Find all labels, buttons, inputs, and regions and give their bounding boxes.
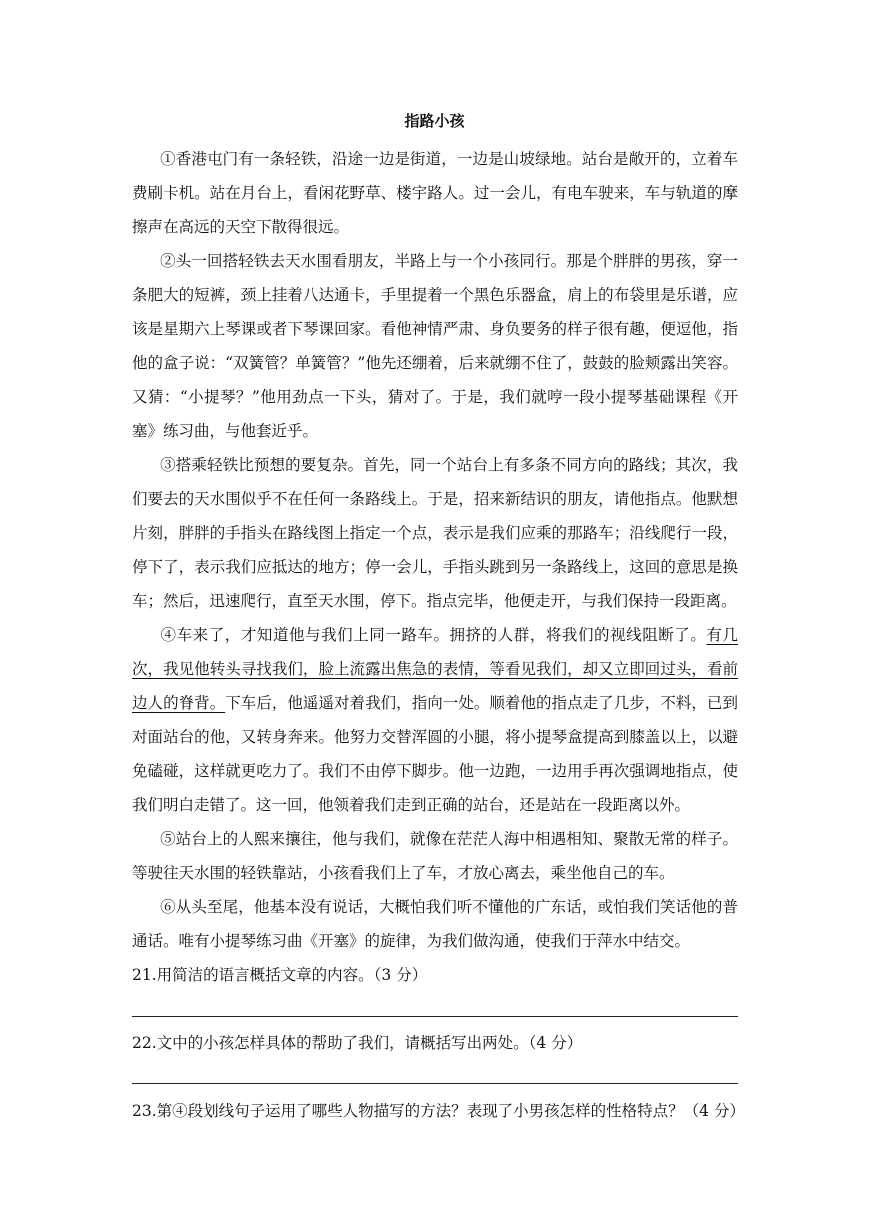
paragraph-4-underlined-sentence: 有几次，我见他转头寻找我们，脸上流露出焦急的表情，等看见我们，却又立即回过头，看前边人的脊背。 — [132, 626, 738, 712]
question-21: 21.用简洁的语言概括文章的内容。（3 分） — [132, 966, 428, 984]
answer-line-22[interactable] — [132, 1083, 738, 1084]
paragraph-4-text-after: 下车后，他遥遥对着我们，指向一处。顺着他的指点走了几步，不料，已到对面站台的他，又转身奔来。他努力交替浑圆的小腿，将小提琴盒提高到膝盖以上，以避免磕碰，这样就更吃力了。我们不由停下脚步。他一边跑，一边用手再次强调地指点，使我们明白走错了。这一回，他领着我们走到正确的站台，还是站在一段距离以外。 — [132, 694, 738, 814]
answer-line-21[interactable] — [132, 1016, 738, 1017]
paragraph-2 — [132, 244, 738, 448]
question-23: 23.第④段划线句子运用了哪些人物描写的方法？表现了小男孩怎样的性格特点？（4 分） — [132, 1102, 745, 1120]
paragraph-1 — [132, 142, 738, 244]
paragraph-3-text: ③搭乘轻铁比预想的要复杂。首先，同一个站台上有多条不同方向的路线；其次，我们要去的天水围似乎不在任何一条路线上。于是，招来新结识的朋友，请他指点。他默想片刻，胖胖的手指头在路线图上指定一个点，表示是我们应乘的那路车；沿线爬行一段，停下了，表示我们应抵达的地方；停一会儿，手指头跳到另一条路线上，这回的意思是换车；然后，迅速爬行，直至天水围，停下。指点完毕，他便走开，与我们保持一段距离。 — [132, 456, 738, 610]
paragraph-5 — [132, 822, 738, 890]
paragraph-4 — [132, 618, 738, 822]
paragraph-6 — [132, 890, 738, 958]
paragraph-1-text: ①香港屯门有一条轻铁，沿途一边是街道，一边是山坡绿地。站台是敞开的，立着车费刷卡机。站在月台上，看闲花野草、楼宇路人。过一会儿，有电车驶来，车与轨道的摩擦声在高远的天空下散得很远。 — [132, 150, 738, 236]
paragraph-2-text: ②头一回搭轻铁去天水围看朋友，半路上与一个小孩同行。那是个胖胖的男孩，穿一条肥大的短裤，颈上挂着八达通卡，手里提着一个黑色乐器盒，肩上的布袋里是乐谱，应该是星期六上琴课或者下琴课回家。看他神情严肃、身负要务的样子很有趣，便逗他，指他的盒子说：“双簧管？单簧管？”他先还绷着，后来就绷不住了，鼓鼓的脸颊露出笑容。又猜：“小提琴？”他用劲点一下头，猜对了。于是，我们就哼一段小提琴基础课程《开塞》练习曲，与他套近乎。 — [132, 252, 738, 440]
article-title: 指路小孩 — [404, 112, 465, 130]
paragraph-6-text: ⑥从头至尾，他基本没有说话，大概怕我们听不懂他的广东话，或怕我们笑话他的普通话。唯有小提琴练习曲《开塞》的旋律，为我们做沟通，使我们于萍水中结交。 — [132, 898, 738, 950]
question-22: 22.文中的小孩怎样具体的帮助了我们，请概括写出两处。（4 分） — [132, 1034, 583, 1052]
paragraph-5-text: ⑤站台上的人熙来攘往，他与我们，就像在茫茫人海中相遇相知、聚散无常的样子。等驶往天水围的轻铁靠站，小孩看我们上了车，才放心离去，乘坐他自己的车。 — [132, 830, 738, 882]
paragraph-3 — [132, 448, 738, 618]
paragraph-4-text-before: ④车来了，才知道他与我们上同一路车。拥挤的人群，将我们的视线阻断了。 — [160, 626, 707, 644]
